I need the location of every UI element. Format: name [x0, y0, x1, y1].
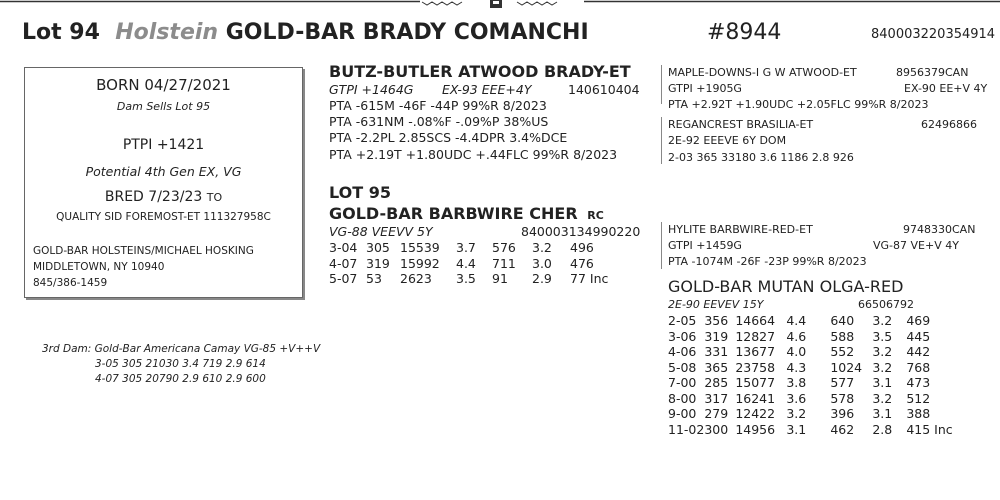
record-cell: 3.1 [872, 406, 893, 421]
dam-sire-pta: PTA -1074M -26F -23P 99%R 8/2023 [668, 255, 867, 268]
record-cell: 11-02 [668, 421, 705, 437]
born-box [24, 67, 303, 298]
bracket-line [661, 222, 662, 269]
record-cell: 3.5 [456, 271, 476, 286]
sire-score: EX-93 EEE+4Y [442, 82, 532, 97]
sire-pta-2: PTA -631NM -.08%F -.09%P 38%US [329, 114, 549, 129]
record-cell: 91 [492, 271, 508, 286]
record-cell: 3.1 [872, 375, 893, 390]
record-row [668, 375, 953, 391]
paternal-granddam-record: 2-03 365 33180 3.6 1186 2.8 926 [668, 151, 854, 164]
record-cell: 445 [906, 328, 931, 344]
record-cell: 442 [906, 344, 931, 359]
dam-of-dam-records-table [668, 313, 953, 437]
lot95-suffix: RC [587, 209, 604, 222]
bracket-line [661, 117, 662, 164]
record-cell: 552 [830, 344, 855, 359]
third-dam-record-2: 4-07 305 20790 2.9 610 2.9 600 [95, 373, 266, 385]
record-row [329, 271, 608, 287]
record-row [329, 256, 608, 272]
dam-of-dam-score: 2E-90 EEVEV 15Y [668, 298, 764, 311]
record-cell: 3.6 [786, 390, 807, 406]
record-cell: 5-07 [329, 271, 358, 286]
sire-gtpi: GTPI +1464G [329, 82, 414, 97]
lot95-score: VG-88 VEEVV 5Y [329, 224, 433, 239]
record-cell: 4-06 [668, 344, 697, 359]
paternal-grandsire-reg: 8956379CAN [896, 66, 969, 79]
record-cell: 3-04 [329, 240, 358, 255]
record-cell: 319 [366, 255, 390, 271]
dam-sire-name: HYLITE BARBWIRE-RED-ET [668, 223, 813, 236]
record-cell: 462 [830, 421, 855, 437]
third-dam-record-1: 3-05 305 21030 3.4 719 2.9 614 [95, 358, 266, 370]
paternal-granddam-reg: 62496866 [921, 118, 977, 131]
record-cell: 15539 [400, 240, 440, 255]
record-cell: 578 [830, 390, 855, 406]
record-row [668, 406, 953, 422]
record-cell: 77 Inc [570, 271, 609, 286]
third-dam-name: 3rd Dam: Gold-Bar Americana Camay VG-85 +V++V [42, 343, 321, 355]
paternal-grandsire-name: MAPLE-DOWNS-I G W ATWOOD-ET [668, 66, 857, 79]
record-cell: 8-00 [668, 390, 697, 406]
record-cell: 711 [492, 255, 516, 271]
potential-note: Potential 4th Gen EX, VG [85, 164, 242, 179]
animal-name: GOLD-BAR BRADY COMANCHI [225, 20, 589, 45]
bracket-line [661, 65, 662, 104]
record-cell: 512 [906, 390, 931, 406]
sire-pta-3: PTA -2.2PL 2.85SCS -4.4DPR 3.4%DCE [329, 130, 568, 145]
record-cell: 396 [830, 406, 855, 421]
record-row [329, 240, 608, 256]
record-cell: 588 [830, 328, 855, 344]
record-cell: 2.9 [532, 271, 552, 286]
record-cell: 279 [704, 406, 729, 421]
record-cell: 3.2 [872, 344, 893, 359]
record-cell: 13677 [735, 344, 776, 359]
record-cell: 476 [570, 255, 594, 271]
dam-of-dam-reg: 66506792 [858, 298, 914, 311]
record-cell: 2623 [400, 271, 432, 286]
lot95-reg: 840003134990220 [521, 224, 641, 239]
record-cell: 3.7 [456, 240, 476, 255]
paternal-granddam-score: 2E-92 EEEVE 6Y DOM [668, 134, 787, 147]
record-cell: 14956 [735, 421, 776, 437]
record-cell: 3.2 [872, 313, 893, 328]
lot-label: Lot 94 [22, 20, 100, 45]
dam-sells-note: Dam Sells Lot 95 [116, 100, 211, 113]
record-cell: 3-06 [668, 328, 697, 344]
record-cell: 285 [704, 375, 729, 390]
lot95-label: LOT 95 [329, 183, 391, 202]
record-cell: 496 [570, 240, 594, 255]
record-cell: 4.0 [786, 344, 807, 359]
sire-pta-4: PTA +2.19T +1.80UDC +.44FLC 99%R 8/2023 [329, 147, 618, 162]
sire-pta-1: PTA -615M -46F -44P 99%R 8/2023 [329, 98, 547, 113]
record-cell: 331 [704, 344, 729, 359]
record-cell: 4.6 [786, 328, 807, 344]
bred-date: BRED 7/23/23 [104, 189, 203, 205]
paternal-grandsire-pta: PTA +2.92T +1.90UDC +2.05FLC 99%R 8/2023 [668, 98, 929, 111]
record-row [668, 329, 953, 345]
record-cell: 4.4 [456, 255, 476, 271]
record-cell: 4.4 [786, 313, 807, 328]
record-row [668, 422, 953, 438]
dam-sire-score: VG-87 VE+V 4Y [873, 239, 959, 252]
record-cell: 577 [830, 375, 855, 390]
record-row [668, 391, 953, 407]
paternal-grandsire-gtpi: GTPI +1905G [668, 82, 742, 95]
lot-title [22, 20, 589, 45]
record-cell: 3.2 [532, 240, 552, 255]
record-cell: 2.8 [872, 421, 893, 437]
bred-to-label: TO [206, 191, 223, 204]
paternal-grandsire-score: EX-90 EE+V 4Y [904, 82, 988, 95]
lot95-name-text: GOLD-BAR BARBWIRE CHER [329, 204, 578, 223]
record-cell: 4.3 [786, 359, 807, 375]
record-row [668, 344, 953, 360]
record-cell: 16241 [735, 390, 776, 406]
registration-id: 840003220354914 [871, 27, 996, 42]
record-cell: 2-05 [668, 313, 697, 328]
lot95-records-table [329, 240, 608, 287]
record-cell: 365 [704, 359, 729, 375]
ornament-divider [0, 0, 1000, 12]
ptpi: PTPI +1421 [122, 137, 205, 153]
record-cell: 12827 [735, 328, 776, 344]
sire-reg: 140610404 [568, 82, 640, 97]
record-cell: 15992 [400, 255, 440, 271]
record-cell: 1024 [830, 359, 863, 375]
record-cell: 14664 [735, 313, 776, 328]
record-cell: 415 Inc [906, 421, 953, 437]
born-date: BORN 04/27/2021 [96, 76, 231, 94]
sire-name: BUTZ-BUTLER ATWOOD BRADY-ET [329, 62, 631, 81]
record-cell: 469 [906, 313, 931, 328]
record-cell: 3.2 [872, 390, 893, 406]
record-row [668, 313, 953, 329]
dam-sire-gtpi: GTPI +1459G [668, 239, 742, 252]
dam-of-dam-name: GOLD-BAR MUTAN OLGA-RED [668, 277, 904, 296]
record-cell: 388 [906, 406, 931, 421]
record-cell: 53 [366, 271, 382, 286]
consignor-phone: 845/386-1459 [33, 277, 108, 289]
record-cell: 473 [906, 375, 931, 390]
service-sire: QUALITY SID FOREMOST-ET 111327958C [56, 211, 271, 223]
lot95-name [329, 204, 604, 223]
record-cell: 3.2 [786, 406, 807, 421]
tag-number: #8944 [707, 20, 782, 45]
record-cell: 640 [830, 313, 855, 328]
record-cell: 3.0 [532, 255, 552, 271]
record-cell: 3.5 [872, 328, 893, 344]
record-cell: 9-00 [668, 406, 697, 421]
record-cell: 23758 [735, 359, 776, 375]
record-cell: 3.8 [786, 375, 807, 390]
paternal-granddam-name: REGANCREST BRASILIA-ET [668, 118, 814, 131]
bred-line [25, 189, 302, 205]
record-cell: 3.2 [872, 359, 893, 375]
record-cell: 3.1 [786, 421, 807, 437]
consignor: GOLD-BAR HOLSTEINS/MICHAEL HOSKING [33, 245, 254, 257]
consignor-address: MIDDLETOWN, NY 10940 [33, 261, 165, 273]
record-cell: 319 [704, 328, 729, 344]
record-cell: 300 [704, 421, 729, 437]
record-cell: 15077 [735, 375, 776, 390]
record-cell: 7-00 [668, 375, 697, 390]
record-cell: 5-08 [668, 359, 697, 375]
record-row [668, 360, 953, 376]
record-cell: 576 [492, 240, 516, 255]
dam-sire-reg: 9748330CAN [903, 223, 976, 236]
record-cell: 317 [704, 390, 729, 406]
record-cell: 12422 [735, 406, 776, 421]
record-cell: 305 [366, 240, 390, 255]
record-cell: 356 [704, 313, 729, 328]
record-cell: 768 [906, 359, 931, 375]
breed-label: Holstein [115, 20, 219, 45]
record-cell: 4-07 [329, 255, 358, 271]
